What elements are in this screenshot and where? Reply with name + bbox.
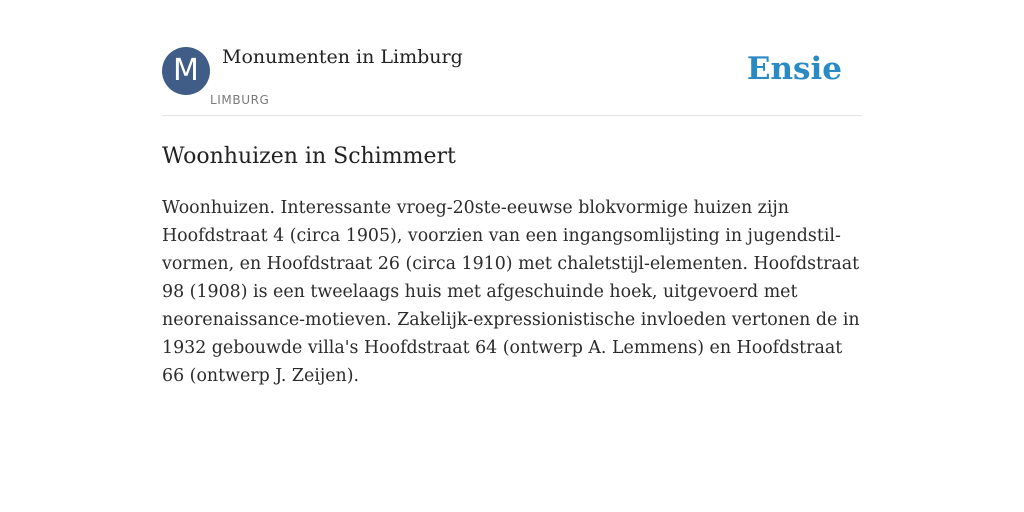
site-title[interactable]: Monumenten in Limburg (222, 46, 463, 68)
category-label[interactable]: LIMBURG (210, 93, 270, 107)
header (162, 40, 862, 116)
article-body: Woonhuizen. Interessante vroeg-20ste-eeuwse blokvormige huizen zijn Hoofdstraat 4 (circa 1905), voorzien van een ingangsomlijsting in jugendstil-vormen, en Hoofdstraat 26 (circa 1910) met chaletstijl-elementen. Hoofdstraat 98 (1908) is een tweelaags huis met afgeschuinde hoek, uitgevoerd met neorenaissance-motieven. Zakelijk-expressionistische invloeden vertonen de in 1932 gebouwde villa's Hoofdstraat 64 (ontwerp A. Lemmens) en Hoofdstraat 66 (ontwerp J. Zeijen). (162, 198, 860, 386)
brand-logo[interactable]: Ensie (746, 51, 842, 87)
page-title: Woonhuizen in Schimmert (162, 144, 456, 169)
avatar[interactable]: M (162, 47, 210, 95)
article-card (162, 40, 862, 390)
